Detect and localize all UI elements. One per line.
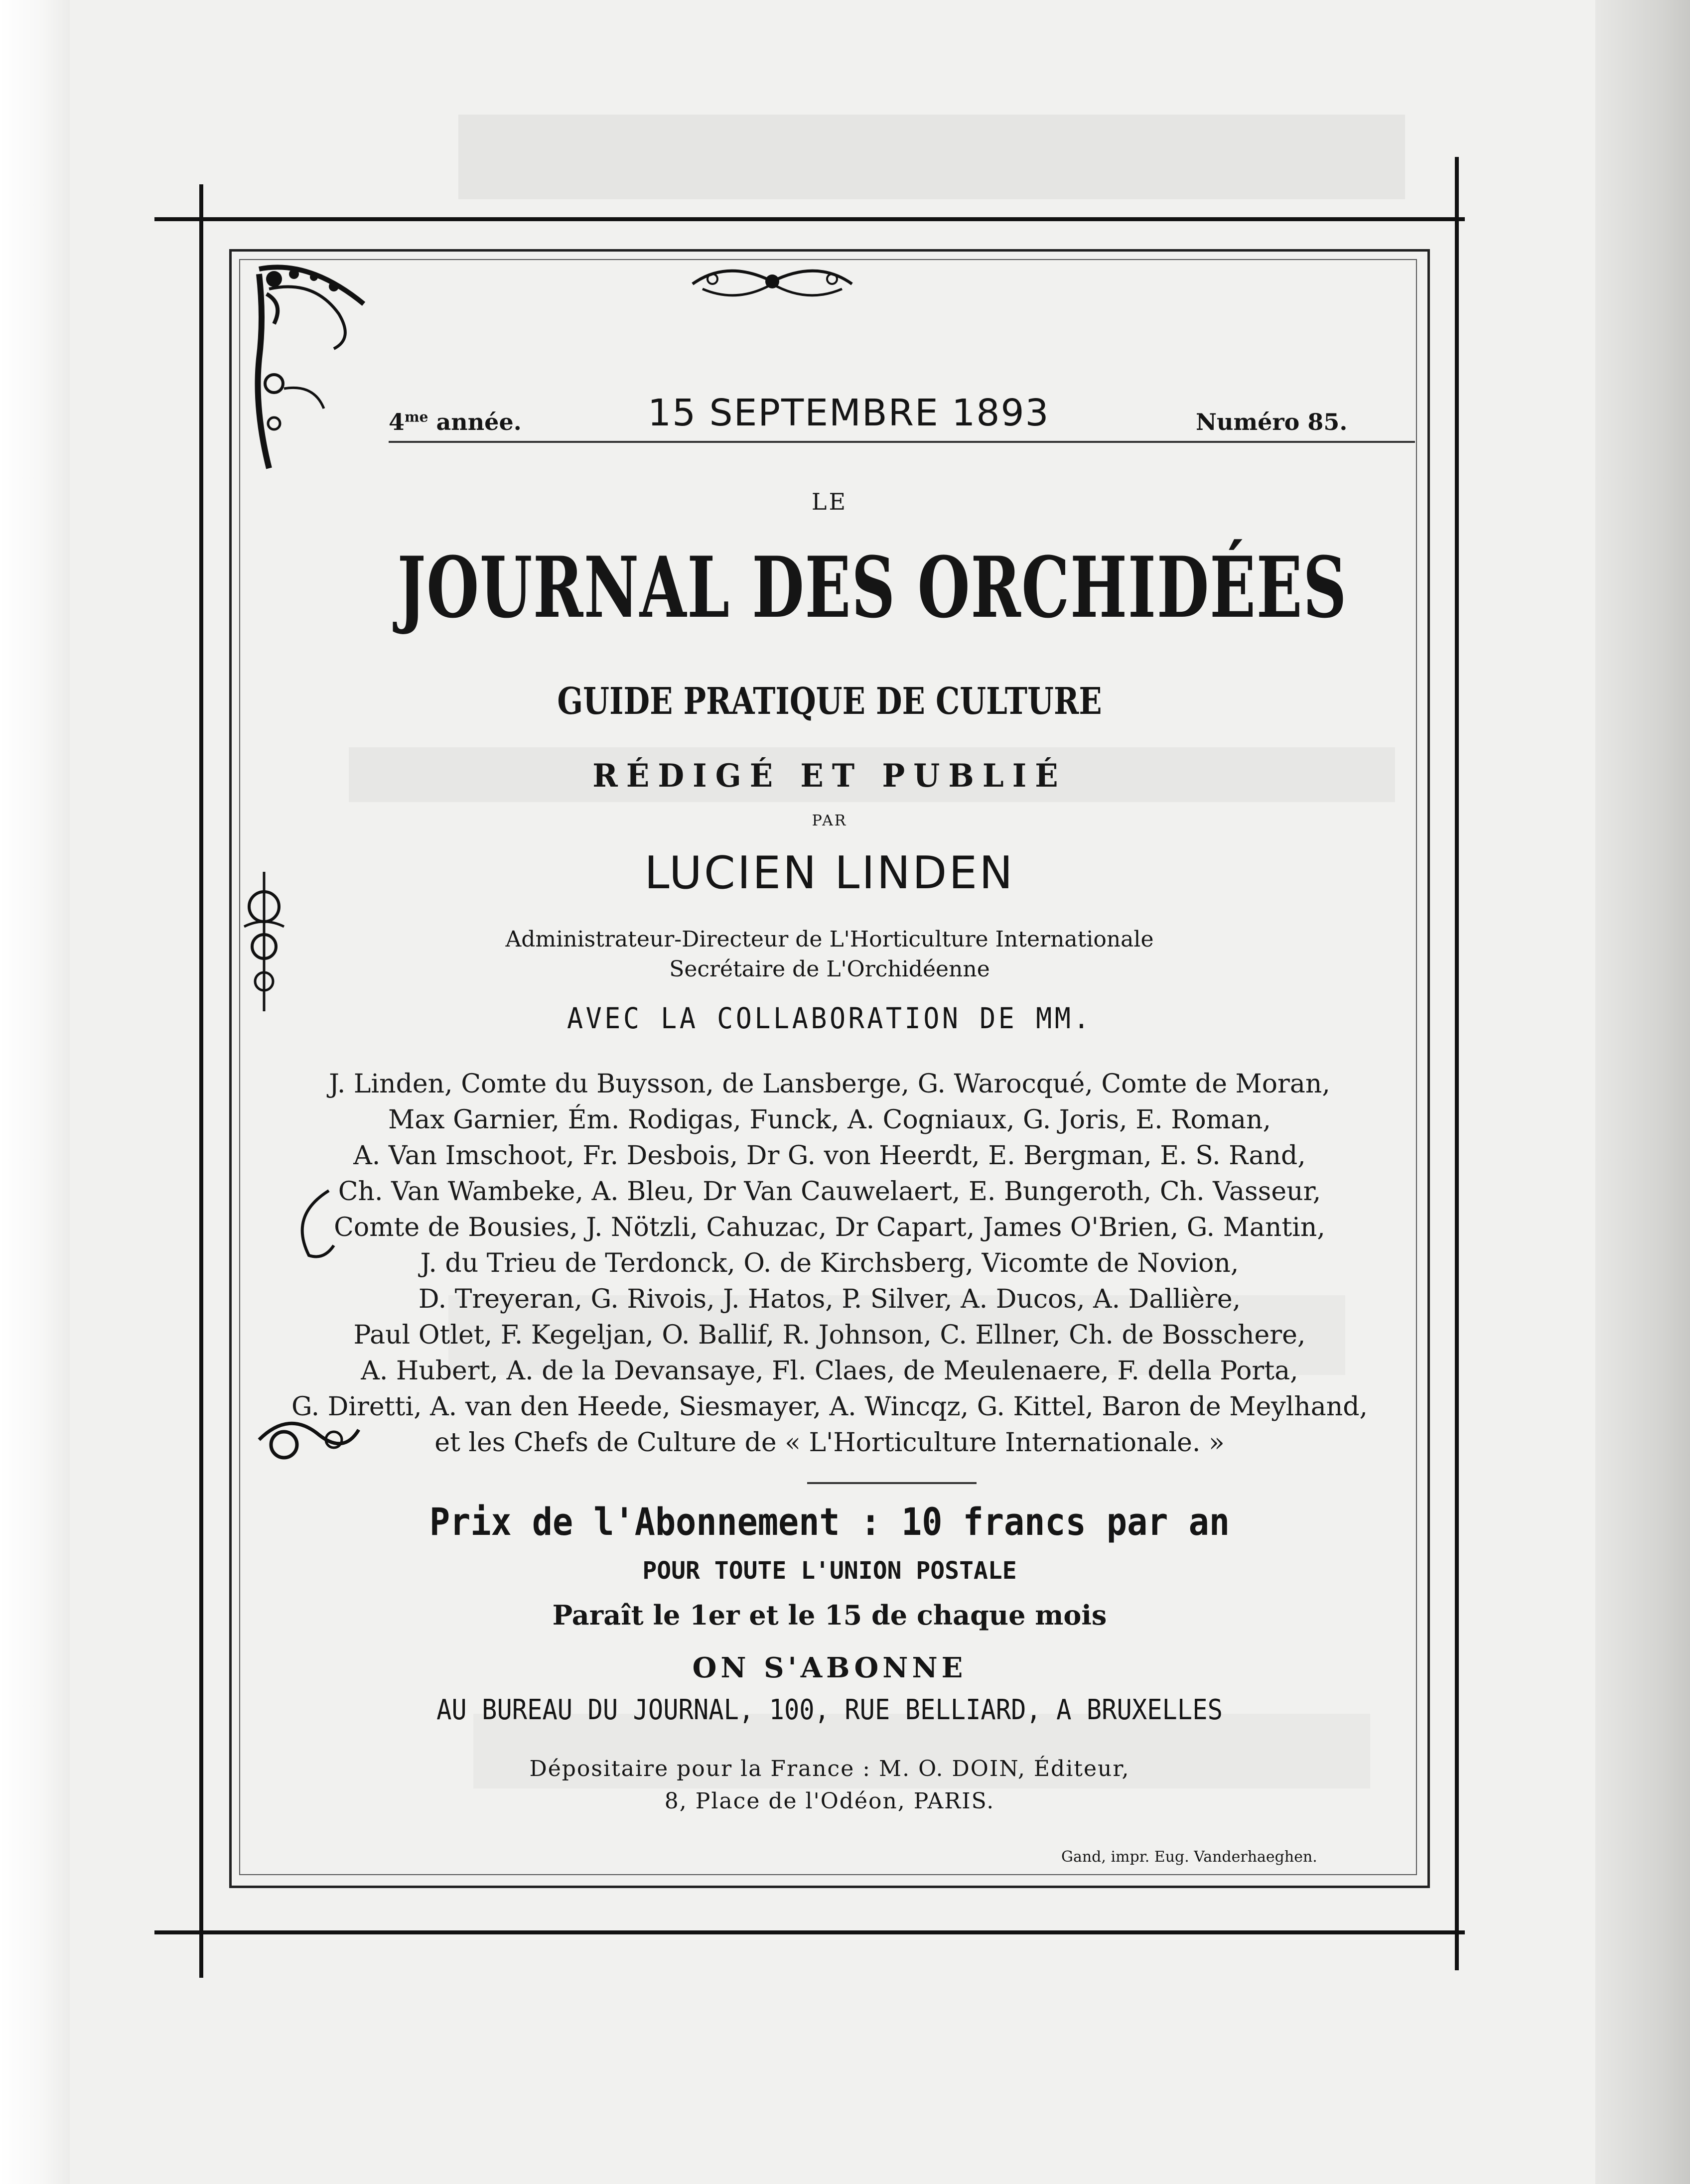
issue-date: 15 SEPTEMBRE 1893 [648, 392, 1050, 434]
title-le: LE [811, 488, 848, 515]
right-rule [1455, 157, 1459, 1970]
par-label: PAR [812, 812, 847, 829]
header-rule [389, 441, 1415, 443]
collaborator-line: G. Diretti, A. van den Heede, Siesmayer, A. Wincqz, G. Kittel, Baron de Meylhand, [291, 1392, 1368, 1422]
on-sabonne: ON S'ABONNE [692, 1651, 967, 1684]
journal-subtitle: GUIDE PRATIQUE DE CULTURE [557, 680, 1102, 723]
collaborators-list [229, 1066, 1430, 1461]
author-name: LUCIEN LINDEN [644, 847, 1015, 899]
collaborator-line: Ch. Van Wambeke, A. Bleu, Dr Van Cauwelaert, E. Bungeroth, Ch. Vasseur, [338, 1177, 1321, 1207]
collaboration-heading: AVEC LA COLLABORATION DE MM. [566, 1001, 1093, 1035]
redige-publie: RÉDIGÉ ET PUBLIÉ [592, 757, 1067, 795]
section-separator [807, 1482, 977, 1484]
paris-address: 8, Place de l'Odéon, PARIS. [664, 1788, 995, 1814]
bleed-through-shadow [458, 115, 1405, 199]
publication-schedule: Paraît le 1er et le 15 de chaque mois [552, 1599, 1107, 1631]
collaborator-line: Max Garnier, Ém. Rodigas, Funck, A. Cogniaux, G. Joris, E. Roman, [388, 1105, 1271, 1135]
journal-title: JOURNAL DES ORCHIDÉES [397, 538, 1348, 637]
collaborator-line: D. Treyeran, G. Rivois, J. Hatos, P. Silver, A. Ducos, A. Dallière, [418, 1284, 1241, 1314]
collaborator-line: A. Van Imschoot, Fr. Desbois, Dr G. von Heerdt, E. Bergman, E. S. Rand, [353, 1141, 1306, 1171]
bureau-address: AU BUREAU DU JOURNAL, 100, RUE BELLIARD, A BRUXELLES [436, 1694, 1223, 1726]
collaborator-line: Comte de Bousies, J. Nötzli, Cahuzac, Dr Capart, James O'Brien, G. Mantin, [334, 1213, 1325, 1242]
collaborator-line: J. du Trieu de Terdonck, O. de Kirchsberg, Vicomte de Novion, [420, 1248, 1239, 1278]
year-number: 4 [389, 409, 405, 435]
collaborator-line: et les Chefs de Culture de « L'Horticulture Internationale. » [434, 1428, 1225, 1458]
bottom-rule [154, 1930, 1465, 1934]
printer-credit: Gand, impr. Eug. Vanderhaeghen. [1061, 1848, 1317, 1866]
author-role-1: Administrateur-Directeur de L'Horticulture Internationale [505, 927, 1154, 952]
issue-number: Numéro 85. [1196, 409, 1348, 435]
left-rule [199, 184, 203, 1978]
year-word: année. [436, 409, 522, 435]
page-edge [0, 0, 70, 2184]
postal-union: POUR TOUTE L'UNION POSTALE [642, 1557, 1017, 1585]
france-depositaire: Dépositaire pour la France : M. O. DOIN, Éditeur, [529, 1756, 1130, 1781]
subscription-price: Prix de l'Abonnement : 10 francs par an [429, 1500, 1230, 1544]
top-flourish-icon [683, 254, 862, 309]
corner-ornament-icon [239, 259, 379, 478]
year-label [389, 409, 522, 435]
collaborator-line: J. Linden, Comte du Buysson, de Lansberge, G. Warocqué, Comte de Moran, [329, 1069, 1330, 1099]
binding-gutter [1595, 0, 1690, 2184]
author-role-2: Secrétaire de L'Orchidéenne [669, 956, 990, 982]
year-superscript: me [405, 409, 428, 425]
collaborator-line: Paul Otlet, F. Kegeljan, O. Ballif, R. Johnson, C. Ellner, Ch. de Bosschere, [353, 1320, 1306, 1350]
collaborator-line: A. Hubert, A. de la Devansaye, Fl. Claes, de Meulenaere, F. della Porta, [361, 1356, 1298, 1386]
top-rule [154, 217, 1465, 221]
